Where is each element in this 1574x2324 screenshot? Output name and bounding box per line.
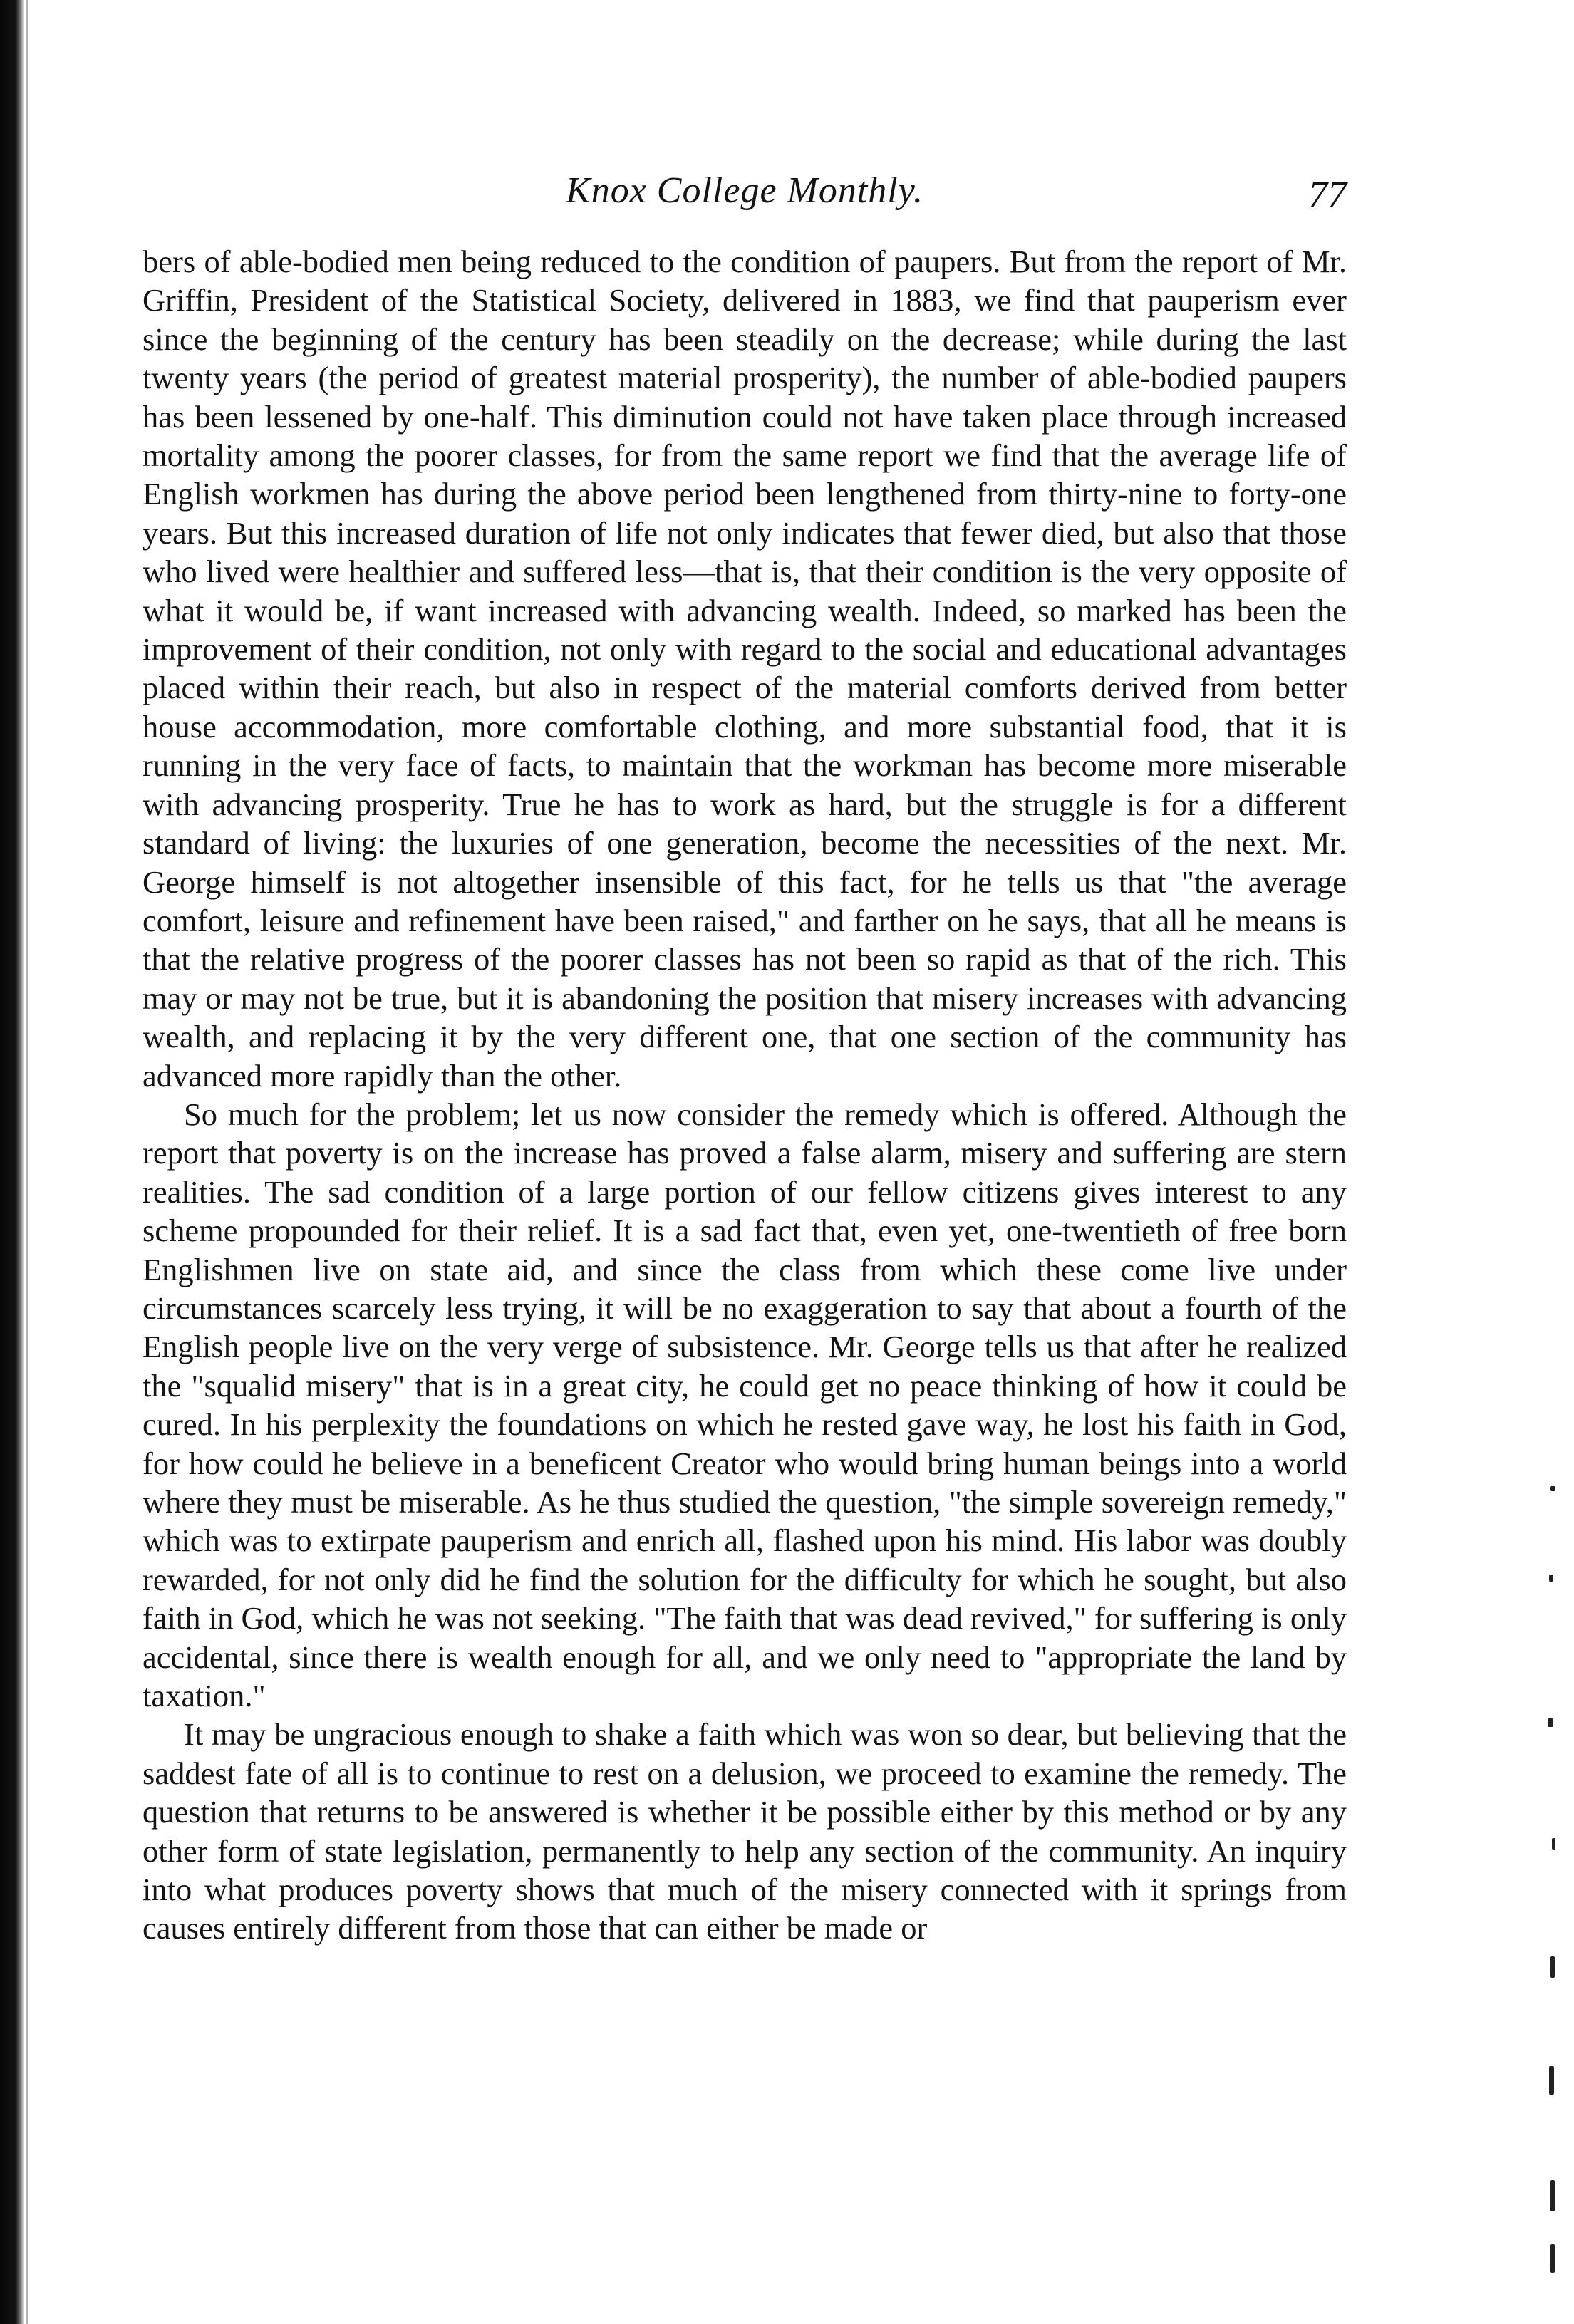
paragraph: bers of able-bodied men being reduced to the condition of paupers. But from the report of Mr. Griffin, President of the Statistical Society, delivered in 1883, we find that pauperism ever since the beginning of the century has been steadily on the decrease; while during the last twenty years (the period of greatest material prosperity), the number of able-bodied paupers has been lessened by one-half. This diminution could not have taken place through increased mortality among the poorer classes, for from the same report we find that the average life of English workmen has during the above period been lengthened from thirty-nine to forty-one years. But this increased duration of life not only indicates that fewer died, but also that those who lived were healthier and suffered less—that is, that their condition is the very opposite of what it would be, if want increased with advancing wealth. Indeed, so marked has been the improvement of their condition, not only with regard to the social and educational advantages placed within their reach, but also in respect of the material comforts derived from better house accommodation, more comfortable clothing, and more substantial food, that it is running in the very face of facts, to maintain that the workman has become more miserable with advancing prosperity. True he has to work as hard, but the struggle is for a different standard of living: the luxuries of one generation, become the necessities of the next. Mr. George himself is not altogether insensible of this fact, for he tells us that "the average comfort, leisure and refinement have been raised," and farther on he says, that all he means is that the relative progress of the poorer classes has not been so rapid as that of the rich. This may or may not be true, but it is abandoning the position that misery increases with advancing wealth, and replacing it by the very different one, that one section of the community has advanced more rapidly than the other. <box>143 244 1347 1094</box>
scan-speck <box>1549 2066 1554 2095</box>
scan-speck <box>1549 1575 1553 1582</box>
running-head: Knox College Monthly. <box>566 170 923 211</box>
scan-speck <box>1550 2180 1555 2211</box>
scan-speck <box>1550 1486 1555 1491</box>
paragraph: So much for the problem; let us now consider the remedy which is offered. Although the report that poverty is on the increase has proved a false alarm, misery and suffering are stern realities. The sad condition of a large portion of our fellow citizens gives interest to any scheme propounded for their relief. It is a sad fact that, even yet, one-twentieth of free born Englishmen live on state aid, and since the class from which these come live under circumstances scarcely less trying, it will be no exaggeration to say that about a fourth of the English people live on the very verge of subsistence. Mr. George tells us that after he realized the "squalid misery" that is in a great city, he could get no peace thinking of how it could be cured. In his perplexity the foundations on which he rested gave way, he lost his faith in God, for how could he believe in a beneficent Creator who would bring human beings into a world where they must be miserable. As he thus studied the question, "the simple sovereign remedy," which was to extirpate pauperism and enrich all, flashed upon his mind. His labor was doubly rewarded, for not only did he find the solution for the difficulty for which he sought, but also faith in God, which he was not seeking. "The faith that was dead revived," for suffering is only accidental, since there is wealth enough for all, and we only need to "appropriate the land by taxation." <box>143 1096 1347 1714</box>
page-number: 77 <box>1308 173 1347 216</box>
scan-speck <box>1548 1718 1553 1727</box>
scan-speck <box>1552 1838 1555 1850</box>
page-header <box>143 170 1347 219</box>
scan-speck <box>1550 1956 1555 1978</box>
paragraph: It may be ungracious enough to shake a faith which was won so dear, but believing that the saddest fate of all is to continue to rest on a delusion, we proceed to examine the remedy. The question that returns to be answered is whether it be possible either by this method or by any other form of state legislation, permanently to help any section of the community. An inquiry into what produces poverty shows that much of the misery connected with it springs from causes entirely different from those that can either be made or <box>143 1716 1347 1946</box>
binding-edge <box>0 0 24 2324</box>
scan-speck <box>1550 2244 1555 2273</box>
article-body <box>143 242 1347 1948</box>
